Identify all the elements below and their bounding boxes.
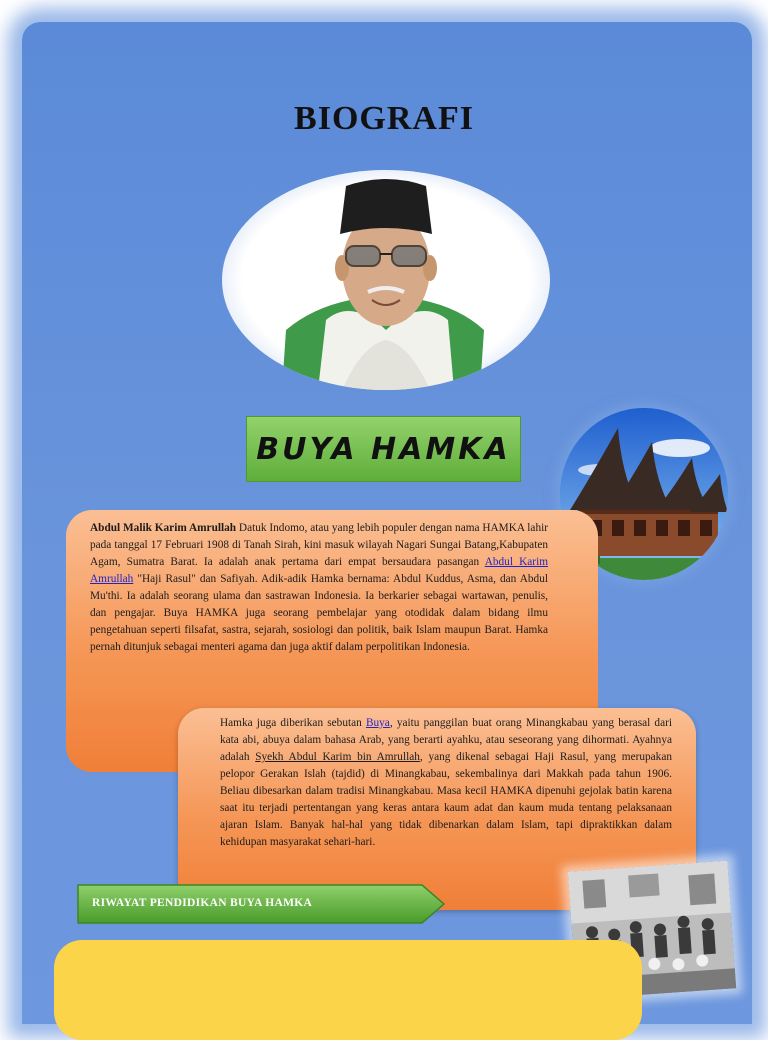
section-heading: RIWAYAT PENDIDIKAN BUYA HAMKA bbox=[92, 897, 313, 909]
education-card bbox=[54, 940, 642, 1040]
link-syekh-abdul-karim[interactable]: Syekh Abdul Karim bin Amrullah bbox=[255, 751, 420, 763]
name-banner bbox=[246, 416, 521, 482]
link-abdul-karim-amrullah[interactable]: Abdul Karim Amrullah bbox=[90, 556, 548, 585]
link-buya[interactable]: Buya bbox=[365, 717, 390, 729]
name-banner-text: BUYA HAMKA bbox=[256, 431, 511, 467]
portrait-photo bbox=[222, 170, 550, 390]
biography-paragraph: Abdul Malik Karim Amrullah Datuk Indomo, atau yang lebih populer dengan nama HAMKA lahir pada tanggal 17 Februari 1908 di Tanah Sirah, kini masuk wilayah Nagari Sungai Batang,Kabupaten Agam, Sumatra Barat. Ia adalah anak pertama dari empat bersaudara pasangan Abdul Karim Amrullah "Haji Rasul" dan Safiyah. Adik-adik Hamka bernama: Abdul Kuddus, Asma, dan Abdul Mu'thi. Ia adalah seorang ulama dan sastrawan Indonesia. Ia berkarier sebagai wartawan, penulis, dan pengajar. Buya HAMKA juga seorang pembelajar yang otodidak dalam bidang ilmu pengetahuan seperti filsafat, sastra, sejarah, sosiologi dan politik, baik Islam maupun Barat. Hamka pernah ditunjuk sebagai menteri agama dan juga aktif dalam perpolitikan Indonesia. bbox=[90, 522, 548, 653]
page-title: BIOGRAFI bbox=[294, 100, 474, 137]
buya-paragraph: Hamka juga diberikan sebutan Buya, yaitu panggilan buat orang Minangkabau yang berasal dari kata abi, abuya dalam bahasa Arab, yang berarti ayahku, atau seseorang yang dihormati. Ayahnya adalah Syekh Abdul Karim bin Amrullah, yang dikenal sebagai Haji Rasul, yang merupakan pelopor Gerakan Islah (tajdid) di Minangkabau, sekembalinya dari Makkah pada tahun 1906. Beliau dibesarkan dalam tradisi Minangkabau. Masa kecil HAMKA dipenuhi gejolak batin karena saat itu terjadi pertentangan yang keras antara kaum adat dan kaum muda tentang pelaksanaan ajaran Islam. Banyak hal-hal yang tidak dibenarkan dalam Islam, tapi dipraktikkan dalam kehidupan masyarakat sehari-hari. bbox=[220, 717, 672, 848]
full-name: Abdul Malik Karim Amrullah bbox=[90, 522, 237, 534]
